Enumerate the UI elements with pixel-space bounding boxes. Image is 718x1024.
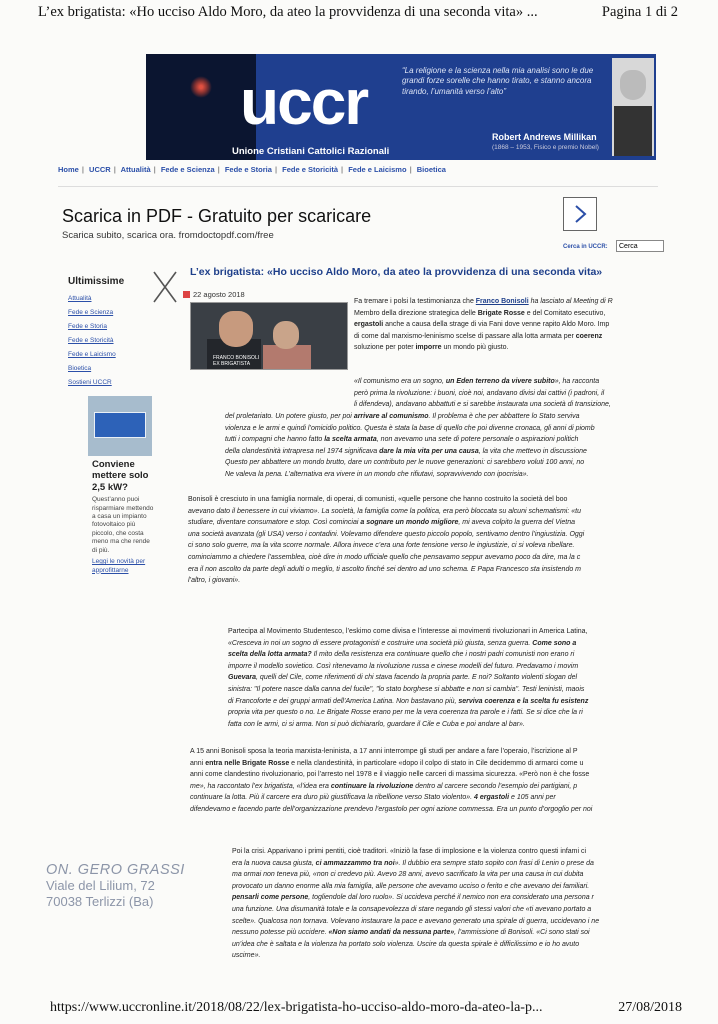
solar-ad-body: Quest’anno puoi risparmiare mettendo a casa un impianto fotovoltaico più piccolo, che costa meno ma che rende di più.: [92, 496, 154, 554]
banner-quote: “La religione e la scienza nella mia analisi sono le due grandi forze sorelle che hanno tirato, e stanno ancora tirando, l’umanità verso l’alto”: [402, 66, 594, 96]
solar-ad-image[interactable]: [88, 396, 152, 456]
solar-ad-link[interactable]: Leggi le novità per approfittarne: [92, 558, 146, 574]
sidebar-item-fede-storia[interactable]: Fede e Storia: [68, 323, 108, 330]
stamp-street: Viale del Lilium, 72: [46, 878, 155, 893]
chevron-right-icon: [570, 204, 590, 224]
sidebar-heading: Ultimissime: [68, 276, 125, 287]
print-header-title: L’ex brigatista: «Ho ucciso Aldo Moro, da ateo la provvidenza di una seconda vita» ...: [38, 4, 538, 20]
quote-author-note: (1868 – 1953, Fisico e premio Nobel): [492, 144, 599, 151]
article-paragraph-1: Fa tremare i polsi la testimonianza che Franco Bonisoli ha lasciato al Meeting di R Membro della direzione strategica delle Brigate Rosse e del Comitato esecutivo, ergastoli anche a causa della strage di via Fani dove venne rapito Aldo Moro. Imp di come dal marxismo-leninismo scelse di passare alla lotta armata per coerenz soluzione per poter imporre un mondo più giusto.: [354, 298, 613, 352]
close-x-icon: [152, 270, 178, 304]
print-footer: [50, 1000, 682, 1016]
ad-next-button[interactable]: [563, 197, 597, 231]
main-nav: Home | UCCR | Attualità | Fede e Scienza | Fede e Storia | Fede e Storicità | Fede e Laicismo | Bioetica: [58, 165, 446, 174]
sidebar-item-bioetica[interactable]: Bioetica: [68, 365, 92, 372]
site-banner[interactable]: [146, 54, 656, 160]
site-logo-subtitle: Unione Cristiani Cattolici Razionali: [232, 146, 390, 157]
solar-ad-title[interactable]: Conviene mettere solo 2,5 kW?: [92, 459, 149, 493]
site-logo: uccr: [240, 66, 368, 138]
article-photo: [190, 302, 348, 370]
sidebar-item-fede-storicita[interactable]: Fede e Storicità: [68, 337, 114, 344]
ad-subtitle[interactable]: Scarica subito, scarica ora. fromdoctopdf.com/free: [62, 230, 274, 241]
solar-panel-icon: [94, 412, 146, 438]
article-paragraph-2a: «Il comunismo era un sogno, un Eden terreno da vivere subito», ha racconta però prima la rivoluzione: i buoni, cioè noi, andavano divisi dai cattivi (i padroni, il li difendeva), andavano abbattuti e si sarebbe instaurata una società di transizione,: [354, 378, 611, 409]
nav-item-fede-storia[interactable]: Fede e Storia: [224, 165, 272, 174]
sidebar-item-attualita[interactable]: Attualità: [68, 295, 92, 302]
sidebar-list: [68, 292, 116, 390]
nebula-icon: [190, 76, 212, 98]
portrait-face: [620, 70, 646, 100]
portrait-suit: [614, 106, 652, 156]
address-stamp: [46, 862, 185, 910]
stamp-city: 70038 Terlizzi (Ba): [46, 894, 154, 909]
nav-item-fede-scienza[interactable]: Fede e Scienza: [160, 165, 215, 174]
nav-item-fede-storicita[interactable]: Fede e Storicità: [282, 165, 338, 174]
article-date: 22 agosto 2018: [183, 290, 245, 299]
print-footer-date: 27/08/2018: [618, 1000, 682, 1015]
search-label: Cerca in UCCR:: [563, 244, 608, 250]
bonisoli-link[interactable]: Franco Bonisoli: [475, 298, 529, 305]
nav-item-home[interactable]: Home: [58, 165, 79, 174]
nav-item-fede-laicismo[interactable]: Fede e Laicismo: [348, 165, 407, 174]
print-header-page: Pagina 1 di 2: [601, 4, 678, 20]
article-title[interactable]: L’ex brigatista: «Ho ucciso Aldo Moro, da ateo la provvidenza di una seconda vita»: [190, 266, 603, 278]
sidebar-item-sostieni[interactable]: Sostieni UCCR: [68, 379, 112, 386]
search-input[interactable]: [616, 240, 664, 252]
photo-caption: FRANCO BONISOLI EX BRIGATISTA: [213, 355, 260, 367]
article-paragraph-4: Partecipa al Movimento Studentesco, l’eskimo come divisa e l’interesse ai movimenti rivoluzionari in America Latina, «Cresceva in noi un sogno di essere protagonisti e costruire una società più giusta, senza guerra. Come sono a scelta della lotta armata? Il mito della resistenza era continuare quello che i nostri padri comunisti non erano ri imporre il modello sovietico. Così ritenevamo la rivoluzione russa e cinese modelli del futuro. Predavamo i movim Guevara, quelli del Cile, come riferimenti di chi stava facendo la propria parte. E noi? Soltanto violenti slogan del sinistra: "Il potere nasce dalla canna del fucile", "lo stato borghese si abbatte e non si cambia". Testi leninisti, maois di Francoforte e dei gruppi armati dell’America Latina. Non bastavano più, serviva coerenza e la scelta fu esistenz propria vita per questo o no. Le Brigate Rosse erano per me la vera coerenza tra parole e i fatti. Se si dice che la ri fatta con le armi, ci si arma. Non si può dichiararlo, guardare il Cile e Cuba e poi andare al bar».: [228, 628, 589, 728]
nav-divider: [58, 186, 658, 187]
article-paragraph-5: A 15 anni Bonisoli sposa la teoria marxista-leninista, a 17 anni interrompe gli studi per andare a fare l’operaio, l’iscrizione al P anni entra nelle Brigate Rosse e nella clandestinità, in particolare «dopo il colpo di stato in Cile decidemmo di armarci come u anni come clandestino rivoluzionario, poi l’arresto nel 1978 e il viaggio nelle carceri di massima sicurezza. «Però non è che fosse me», ha raccontato l’ex brigatista, «l’idea era continuare la rivoluzione dentro al carcere secondo l’esempio dei partigiani, p continuare la lotta. Più il carcere era duro più giustificava la ribellione verso Stato violento». 4 ergastoli e 105 anni per difendevamo e facendo parte dell’organizzazione prendevo l’ergastolo per ogni azione commessa. Era un punto d’orgoglio per noi: [190, 748, 593, 813]
solar-ad: [92, 459, 156, 575]
author-portrait: [612, 58, 654, 156]
sidebar-item-fede-laicismo[interactable]: Fede e Laicismo: [68, 351, 116, 358]
print-footer-url: https://www.uccronline.it/2018/08/22/lex-brigatista-ho-ucciso-aldo-moro-da-ateo-la-p...: [50, 1000, 543, 1015]
quote-author: Robert Andrews Millikan: [492, 132, 597, 142]
photo-person-1: [219, 311, 253, 347]
article-paragraph-3: Bonisoli è cresciuto in una famiglia normale, di operai, di comunisti, «quelle persone che hanno costruito la società del boo avevano dato il benessere in cui viviamo». La società, la famiglia come la politica, era però bloccata su alcuni schematismi: «tu studiare, diventare consumatore e stop. Così cominciai a sognare un mondo migliore, mi aveva colpito la guerra del Vietna una società avanzata (gli USA) verso i contadini. Volevamo difendere questo piccolo popolo, sentivamo dentro l’ingiustizia. Oggi ci sono solo guerre, ma la vita scorre normale. Allora invece c’era una forte tensione verso le ingiustizie, ci si voleva ribellare. cominciammo a chiedere l’assemblea, cioè dire in modo ufficiale quello che pensavamo seppur avevamo poco da dire, ma la c era il non ascolto da parte degli adulti o meglio, ti ascolto finché sei dentro ad uno schema. E Papa Francesco sta insistendo m l’altro, i giovani».: [188, 496, 585, 585]
nav-item-uccr[interactable]: UCCR: [89, 165, 111, 174]
nav-item-attualita[interactable]: Attualità: [120, 165, 151, 174]
sidebar-item-fede-scienza[interactable]: Fede e Scienza: [68, 309, 114, 316]
article-paragraph-2b: del proletariato. Un potere giusto, per poi arrivare al comunismo. Il problema è che per abbattere lo Stato serviva violenza e le armi e quindi l’omicidio politico. Questa è stata la base di quello che poi divenne cronaca, gli anni di piomb tutti i compagni che hanno fatto la scelta armata, non avevamo una sete di potere personale o aspirazioni politich della clandestinità intrapresa nel 1974 significava dare la mia vita per una causa, la vita che mettevo in discussione Questo per abbattere un mondo brutto, dare un contributo per le nuove generazioni: ci sarebbero voluti 100 anni, no Ne valeva la pena. L’alternativa era vivere in un mondo che rifiutavi, sopravvivendo con ipocrisia».: [225, 413, 595, 478]
print-header: [38, 4, 678, 21]
ad-title[interactable]: Scarica in PDF - Gratuito per scaricare: [62, 206, 372, 226]
nav-item-bioetica[interactable]: Bioetica: [416, 165, 446, 174]
photo-person-2: [273, 321, 299, 349]
article-paragraph-6: Poi la crisi. Apparivano i primi pentiti, cioè traditori. «Iniziò la fase di implosione e la violenza contro questi infami ci era la nuova causa giusta, ci ammazzammo tra noi». Il dubbio era sempre stato sopito con frasi di Lenin o prese da ma ormai non teneva più, «non ci credevo più. Avevo 28 anni, avevo sacrificato la vita per una causa in cui dubita provocato un danno enorme alla mia famiglia, alle persone che avevamo ucciso o ferito e che avevano dei familiari. pensarli come persone, togliendole dal loro ruolo». Si uccideva perché il nemico non era considerato una persona r una funzione. Una disumanità totale e la consapevolezza di stare negando gli stessi valori che «ti avevano portato a scelte». Qualcosa non tornava. Volevano instaurare la pace e avevano generato una spirale di guerra, uccidevano i ne nessuno potesse più uccidere. «Non siamo andati da nessuna parte», l’ammissione di Bonisoli. «Ci sono stati soi un’idea che è saltata e la violenza ha portato solo violenza. Uscire da questa spirale è difficilissimo e io ho avuto uscirne».: [232, 848, 600, 960]
stamp-name: ON. GERO GRASSI: [46, 862, 185, 878]
